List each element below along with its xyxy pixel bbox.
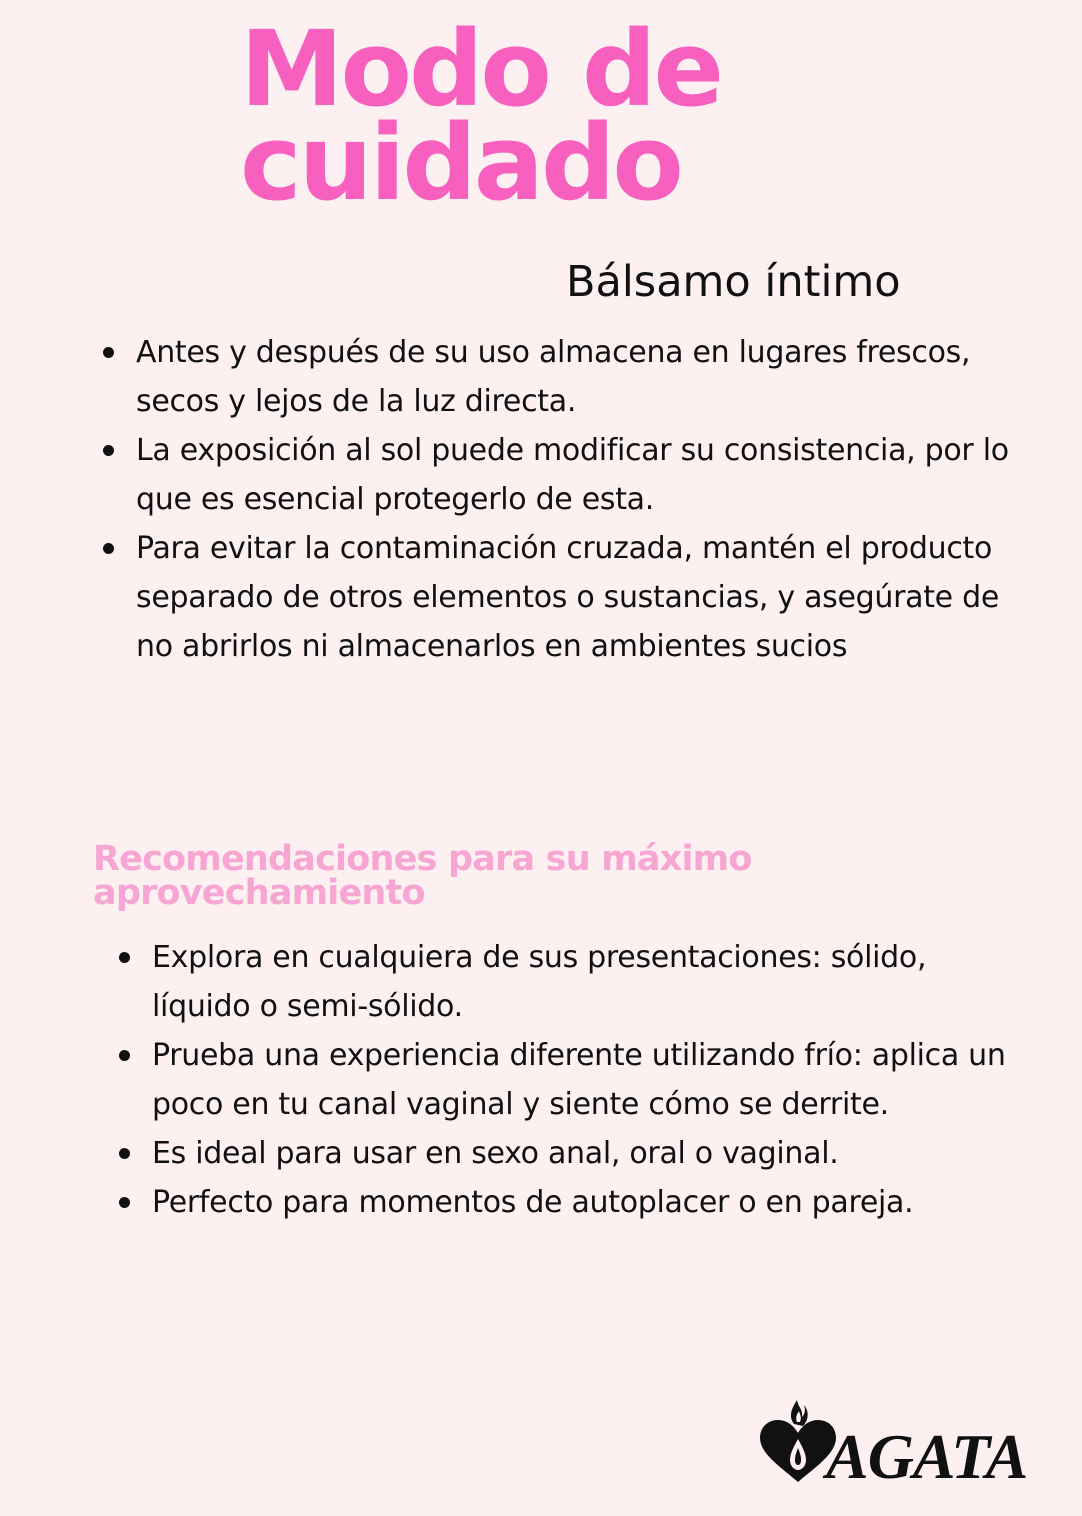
- list-item: [152, 1178, 1032, 1227]
- bullet-icon: [119, 1197, 130, 1208]
- list-item: [152, 1129, 1032, 1178]
- care-instructions-list: [136, 328, 1016, 671]
- bullet-icon: [119, 952, 130, 963]
- bullet-icon: [119, 1148, 130, 1159]
- page-title: Modo de cuidado: [240, 8, 722, 224]
- list-item: [152, 1031, 1032, 1129]
- brand-logo: [756, 1396, 1056, 1486]
- flaming-heart-icon: [760, 1400, 836, 1482]
- recommendations-list: [152, 933, 1032, 1227]
- list-item-text: Perfecto para momentos de autoplacer o en pareja.: [152, 1185, 914, 1220]
- recommendations-heading: Recomendaciones para su máximo aprovechamiento: [93, 839, 752, 913]
- bullet-icon: [119, 1050, 130, 1061]
- bullet-icon: [103, 543, 114, 554]
- list-item-text: La exposición al sol puede modificar su consistencia, por lo que es esencial protegerlo de esta.: [136, 433, 1009, 517]
- list-item-text: Prueba una experiencia diferente utilizando frío: aplica un poco en tu canal vaginal y siente cómo se derrite.: [152, 1038, 1006, 1122]
- list-item: [136, 328, 1016, 426]
- product-subtitle: Bálsamo íntimo: [566, 257, 901, 307]
- brand-name: AGATA: [826, 1421, 1028, 1486]
- bullet-icon: [103, 445, 114, 456]
- list-item: [136, 524, 1016, 671]
- list-item-text: Es ideal para usar en sexo anal, oral o vaginal.: [152, 1136, 839, 1171]
- list-item-text: Antes y después de su uso almacena en lugares frescos, secos y lejos de la luz directa.: [136, 335, 971, 419]
- list-item: [152, 933, 1032, 1031]
- bullet-icon: [103, 347, 114, 358]
- list-item-text: Explora en cualquiera de sus presentaciones: sólido, líquido o semi-sólido.: [152, 940, 927, 1024]
- list-item: [136, 426, 1016, 524]
- list-item-text: Para evitar la contaminación cruzada, mantén el producto separado de otros elementos o sustancias, y asegúrate de no abrirlos ni almacenarlos en ambientes sucios: [136, 531, 999, 664]
